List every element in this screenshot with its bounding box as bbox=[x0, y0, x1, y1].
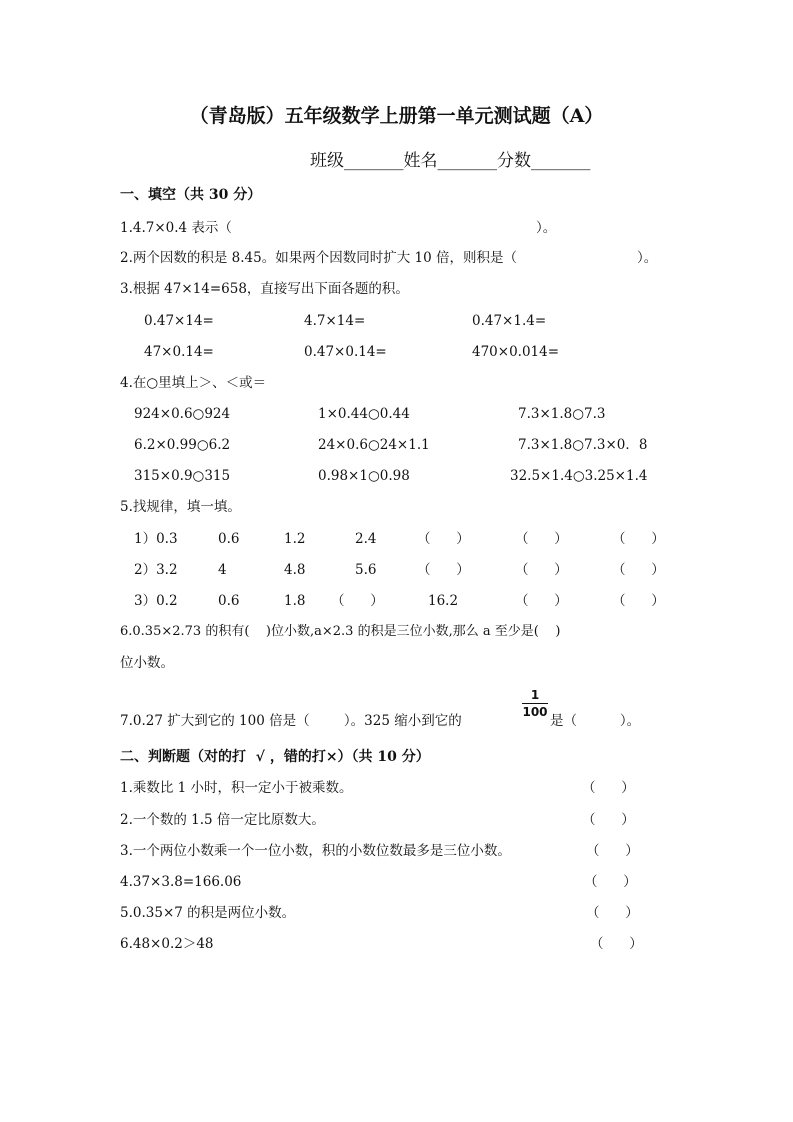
student-info-line: 班级_______姓名_______分数_______ bbox=[310, 151, 591, 171]
q5-item: 4 bbox=[218, 562, 227, 578]
q4-item: 24×0.6○24×1.1 bbox=[318, 437, 430, 453]
q3-item: 0.47×1.4= bbox=[472, 313, 547, 329]
judge-answer-paren[interactable]: （ ） bbox=[584, 874, 637, 890]
q3-text: 3.根据 47×14=658，直接写出下面各题的积。 bbox=[120, 281, 409, 297]
judge-item: 5.0.35×7 的积是两位小数。 bbox=[120, 905, 296, 921]
judge-item: 6.48×0.2＞48 bbox=[120, 936, 214, 952]
q5-item: 4.8 bbox=[284, 562, 306, 578]
q5-blank[interactable]: （ ） bbox=[515, 593, 568, 609]
q4-item: 6.2×0.99○6.2 bbox=[134, 437, 231, 453]
q5-item: 1.2 bbox=[284, 531, 306, 547]
q5-item: 1）0.3 bbox=[134, 531, 178, 547]
fraction-bar bbox=[522, 703, 548, 704]
q5-item: 16.2 bbox=[428, 593, 459, 609]
judge-item: 3.一个两位小数乘一个一位小数，积的小数位数最多是三位小数。 bbox=[120, 843, 511, 859]
judge-item: 1.乘数比 1 小时，积一定小于被乘数。 bbox=[120, 780, 353, 796]
fraction-one-hundredth bbox=[522, 688, 548, 719]
q3-item: 0.47×14= bbox=[144, 313, 214, 329]
q5-blank[interactable]: （ ） bbox=[612, 562, 665, 578]
judge-answer-paren[interactable]: （ ） bbox=[586, 905, 639, 921]
q5-item: 2）3.2 bbox=[134, 562, 178, 578]
q7-tail: 是（ ）。 bbox=[550, 713, 641, 729]
q4-item: 32.5×1.4○3.25×1.4 bbox=[510, 468, 648, 484]
q4-item: 7.3×1.8○7.3 bbox=[518, 406, 606, 422]
q7-text: 7.0.27 扩大到它的 100 倍是（ ）。325 缩小到它的 bbox=[120, 713, 462, 729]
section2-heading: 二、判断题（对的打 √ ，错的打×）（共 10 分） bbox=[120, 749, 430, 765]
judge-item: 4.37×3.8=166.06 bbox=[120, 874, 242, 890]
q6-text: 6.0.35×2.73 的积有( )位小数,a×2.3 的积是三位小数,那么 a 至少是( ) bbox=[120, 624, 561, 639]
q3-item: 47×0.14= bbox=[144, 344, 214, 360]
q5-text: 5.找规律，填一填。 bbox=[120, 499, 241, 515]
section1-heading: 一、填空（共 30 分） bbox=[120, 187, 262, 203]
q2-paren-close: ）。 bbox=[637, 250, 658, 266]
q4-item: 0.98×1○0.98 bbox=[318, 468, 410, 484]
q5-blank[interactable]: （ ） bbox=[612, 531, 665, 547]
judge-answer-paren[interactable]: （ ） bbox=[586, 843, 639, 859]
q3-item: 0.47×0.14= bbox=[304, 344, 387, 360]
judge-item: 2.一个数的 1.5 倍一定比原数大。 bbox=[120, 812, 325, 828]
q5-item: 0.6 bbox=[218, 531, 240, 547]
q4-item: 924×0.6○924 bbox=[134, 406, 231, 422]
q3-item: 4.7×14= bbox=[304, 313, 366, 329]
q2-text: 2.两个因数的积是 8.45。如果两个因数同时扩大 10 倍，则积是（ bbox=[120, 250, 517, 266]
q4-text: 4.在○里填上＞、＜或＝ bbox=[120, 375, 267, 391]
q5-blank[interactable]: （ ） bbox=[417, 562, 470, 578]
q5-item: 5.6 bbox=[355, 562, 377, 578]
q6-text-cont: 位小数。 bbox=[120, 655, 174, 671]
q4-item: 315×0.9○315 bbox=[134, 468, 231, 484]
q1-paren-close: ）。 bbox=[536, 220, 557, 236]
q4-item: 1×0.44○0.44 bbox=[318, 406, 410, 422]
q5-blank[interactable]: （ ） bbox=[612, 593, 665, 609]
q3-item: 470×0.014= bbox=[472, 344, 560, 360]
q5-blank[interactable]: （ ） bbox=[417, 531, 470, 547]
q1-text: 1.4.7×0.4 表示（ bbox=[120, 220, 232, 236]
q5-item: 3）0.2 bbox=[134, 593, 178, 609]
page-title: （青岛版）五年级数学上册第一单元测试题（A） bbox=[189, 105, 604, 127]
q5-item: 2.4 bbox=[355, 531, 377, 547]
q5-blank[interactable]: （ ） bbox=[515, 531, 568, 547]
q5-blank[interactable]: （ ） bbox=[331, 593, 384, 609]
judge-answer-paren[interactable]: （ ） bbox=[582, 812, 635, 828]
judge-answer-paren[interactable]: （ ） bbox=[590, 936, 643, 952]
q5-item: 0.6 bbox=[218, 593, 240, 609]
judge-answer-paren[interactable]: （ ） bbox=[582, 780, 635, 796]
q5-item: 1.8 bbox=[284, 593, 306, 609]
q5-blank[interactable]: （ ） bbox=[515, 562, 568, 578]
q4-item: 7.3×1.8○7.3×0．8 bbox=[518, 437, 648, 453]
fraction-numerator: 1 bbox=[530, 688, 540, 702]
fraction-denominator: 100 bbox=[522, 705, 548, 719]
